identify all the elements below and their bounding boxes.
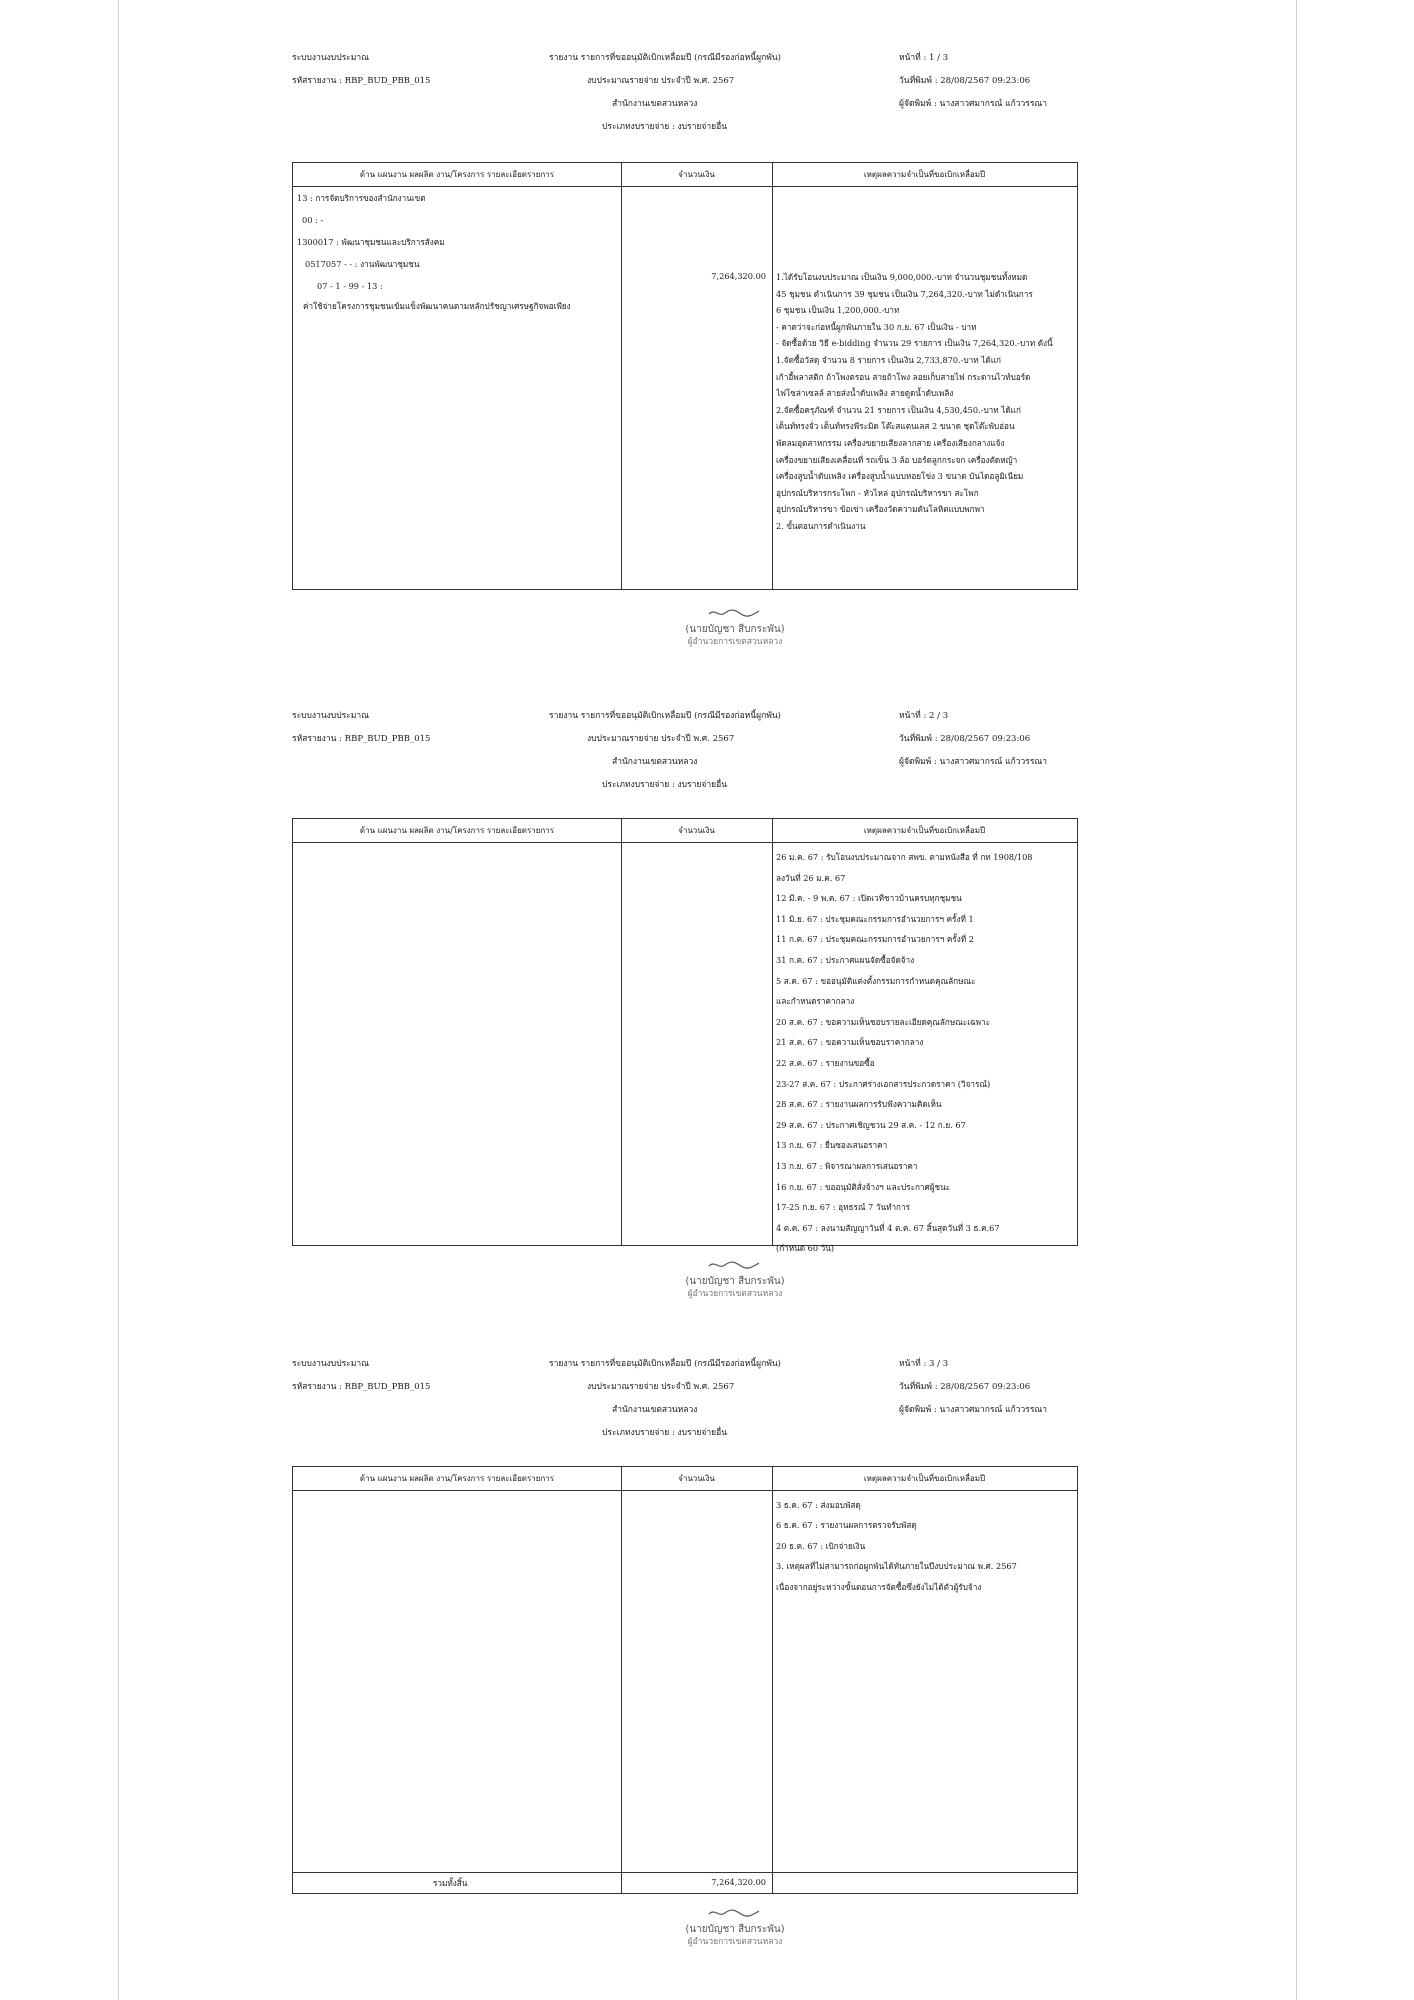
reason-line: 45 ชุมชน ดำเนินการ 39 ชุมชน เป็นเงิน 7,264,320.-บาท ไม่ดำเนินการ — [776, 288, 1033, 299]
column-header-amount: จำนวนเงิน — [678, 1474, 715, 1483]
signature-mark — [640, 606, 830, 623]
printer-name: ผู้จัดพิมพ์ : นางสาวศมากรณ์ แก้ววรรณา — [899, 99, 1048, 109]
expense-type: ประเภทงบรายจ่าย : งบรายจ่ายอื่น — [602, 780, 728, 790]
print-date: วันที่พิมพ์ : 28/08/2567 09:23:06 — [899, 1382, 1031, 1392]
item-line: 1300017 : พัฒนาชุมชนและบริการสังคม — [297, 237, 445, 247]
item-line: 07 - 1 - 99 - 13 : — [317, 281, 383, 291]
signature-mark — [640, 1906, 830, 1923]
amount-value: 7,264,320.00 — [711, 271, 766, 281]
reason-line: เครื่องขยายเสียงเคลื่อนที่ รถเข็น 3 ล้อ บอร์ดลูกกระจก เครื่องตัดหญ้า — [776, 454, 1018, 465]
report-code: รหัสรายงาน : RBP_BUD_PBB_015 — [292, 1382, 431, 1392]
report-title: รายงาน รายการที่ขออนุมัติเบิกเหลื่อมปี (กรณีมีรองก่อหนี้ผูกพัน) — [549, 711, 781, 721]
reason-line: - จัดซื้อด้วย วิธี e-bidding จำนวน 29 รายการ เป็นเงิน 7,264,320.-บาท ดังนี้ — [776, 338, 1053, 349]
page-edge-left — [118, 0, 119, 2000]
reason-line: ลงวันที่ 26 ม.ค. 67 — [776, 872, 846, 883]
system-name: ระบบงานงบประมาณ — [292, 1359, 369, 1369]
item-line: ค่าใช้จ่ายโครงการชุมชนเข้มแข็งพัฒนาคนตามหลักปรัชญาเศรษฐกิจพอเพียง — [303, 301, 571, 311]
reason-line: 21 ส.ค. 67 : ขอความเห็นชอบราคากลาง — [776, 1037, 924, 1048]
column-header-reason: เหตุผลความจำเป็นที่ขอเบิกเหลื่อมปี — [863, 170, 986, 179]
reason-line: 20 ธ.ค. 67 : เบิกจ่ายเงิน — [776, 1540, 866, 1551]
item-column — [297, 191, 597, 319]
reason-column — [776, 269, 1076, 535]
page-edge-right — [1296, 0, 1297, 2000]
office-name: สำนักงานเขตสวนหลวง — [612, 99, 698, 109]
total-label: รวมทั้งสิ้น — [433, 1878, 468, 1888]
reason-line: 6 ธ.ค. 67 : รายงานผลการตรวจรับพัสดุ — [776, 1520, 917, 1531]
budget-year: งบประมาณรายจ่าย ประจำปี พ.ศ. 2567 — [587, 734, 735, 744]
office-name: สำนักงานเขตสวนหลวง — [612, 1405, 698, 1415]
column-header-item: ด้าน แผนงาน ผลผลิต งาน/โครงการ รายละเอียดรายการ — [359, 1474, 555, 1483]
budget-year: งบประมาณรายจ่าย ประจำปี พ.ศ. 2567 — [587, 76, 735, 86]
column-header-amount: จำนวนเงิน — [678, 170, 715, 179]
reason-line: 12 มี.ค. - 9 พ.ค. 67 : เปิดเวทีชาวบ้านครบทุกชุมชน — [776, 893, 962, 904]
report-table — [292, 818, 1078, 1254]
signer-title: ผู้อำนวยการเขตสวนหลวง — [687, 1937, 783, 1947]
page-number: หน้าที่ : 1 / 3 — [899, 53, 949, 63]
signature-block — [640, 1258, 830, 1300]
printer-name: ผู้จัดพิมพ์ : นางสาวศมากรณ์ แก้ววรรณา — [899, 757, 1048, 767]
signature-mark — [640, 1258, 830, 1275]
reason-line: 13 ก.ย. 67 : พิจารณาผลการเสนอราคา — [776, 1160, 918, 1171]
expense-type: ประเภทงบรายจ่าย : งบรายจ่ายอื่น — [602, 1428, 728, 1438]
signer-name: (นายบัญชา สืบกระพัน) — [685, 624, 785, 635]
signer-title: ผู้อำนวยการเขตสวนหลวง — [687, 1289, 783, 1299]
page-number: หน้าที่ : 3 / 3 — [899, 1359, 949, 1369]
report-table — [292, 1466, 1078, 1894]
system-name: ระบบงานงบประมาณ — [292, 53, 369, 63]
signature-block — [640, 606, 830, 648]
item-line: 0517057 - - : งานพัฒนาชุมชน — [305, 259, 420, 269]
total-amount: 7,264,320.00 — [711, 1877, 766, 1887]
report-title: รายงาน รายการที่ขออนุมัติเบิกเหลื่อมปี (กรณีมีรองก่อหนี้ผูกพัน) — [549, 53, 781, 63]
report-code: รหัสรายงาน : RBP_BUD_PBB_015 — [292, 76, 431, 86]
reason-line: เนื่องจากอยู่ระหว่างขั้นตอนการจัดซื้อซึ่งยังไม่ได้ตัวผู้รับจ้าง — [776, 1581, 982, 1592]
reason-line: 2.จัดซื้อครุภัณฑ์ จำนวน 21 รายการ เป็นเงิน 4,530,450.-บาท ได้แก่ — [776, 404, 1021, 415]
reason-column — [776, 1495, 1076, 1597]
reason-line: ไฟโซล่าเซลล์ สายส่งน้ำดับเพลิง สายดูดน้ำดับเพลิง — [776, 388, 954, 399]
reason-line: 28 ส.ค. 67 : รายงานผลการรับฟังความคิดเห็น — [776, 1099, 942, 1110]
column-header-amount: จำนวนเงิน — [678, 826, 715, 835]
column-header-reason: เหตุผลความจำเป็นที่ขอเบิกเหลื่อมปี — [863, 1474, 986, 1483]
item-line: 13 : การจัดบริการของสำนักงานเขต — [297, 193, 426, 203]
reason-line: 26 ม.ค. 67 : รับโอนงบประมาณจาก สพข. ตามหนังสือ ที่ กท 1908/108 — [776, 852, 1033, 862]
reason-line: 1.ได้รับโอนงบประมาณ เป็นเงิน 9,000,000.-บาท จำนวนชุมชนทั้งหมด — [776, 272, 1028, 282]
print-date: วันที่พิมพ์ : 28/08/2567 09:23:06 — [899, 76, 1031, 86]
budget-year: งบประมาณรายจ่าย ประจำปี พ.ศ. 2567 — [587, 1382, 735, 1392]
reason-line: 22 ส.ค. 67 : รายงานขอซื้อ — [776, 1057, 875, 1068]
item-line: 00 : - — [302, 215, 324, 225]
reason-line: 16 ก.ย. 67 : ขออนุมัติสั่งจ้างฯ และประกาศผู้ชนะ — [776, 1181, 951, 1192]
reason-line: เครื่องสูบน้ำดับเพลิง เครื่องสูบน้ำแบบหอยโข่ง 3 ขนาด บันไดอลูมิเนียม — [776, 471, 1024, 482]
reason-line: - คาดว่าจะก่อหนี้ผูกพันภายใน 30 ก.ย. 67 เป็นเงิน - บาท — [776, 321, 977, 332]
signer-name: (นายบัญชา สืบกระพัน) — [685, 1924, 785, 1935]
reason-line: และกำหนดราคากลาง — [776, 996, 855, 1007]
print-date: วันที่พิมพ์ : 28/08/2567 09:23:06 — [899, 734, 1031, 744]
reason-line: อุปกรณ์บริหารขา ข้อเข่า เครื่องวัดความดันโลหิตแบบพกพา — [776, 504, 985, 515]
expense-type: ประเภทงบรายจ่าย : งบรายจ่ายอื่น — [602, 122, 728, 132]
office-name: สำนักงานเขตสวนหลวง — [612, 757, 698, 767]
reason-line: (กำหนด 60 วัน) — [776, 1243, 835, 1254]
printer-name: ผู้จัดพิมพ์ : นางสาวศมากรณ์ แก้ววรรณา — [899, 1405, 1048, 1415]
reason-line: 29 ส.ค. 67 : ประกาศเชิญชวน 29 ส.ค. - 12 ก.ย. 67 — [776, 1119, 966, 1130]
reason-line: 17-25 ก.ย. 67 : อุทธรณ์ 7 วันทำการ — [776, 1202, 911, 1213]
reason-line: 20 ส.ค. 67 : ขอความเห็นชอบรายละเอียดคุณลักษณะเฉพาะ — [776, 1016, 990, 1027]
report-title: รายงาน รายการที่ขออนุมัติเบิกเหลื่อมปี (กรณีมีรองก่อหนี้ผูกพัน) — [549, 1359, 781, 1369]
reason-line: 13 ก.ย. 67 : ยื่นซองเสนอราคา — [776, 1140, 888, 1151]
reason-line: 3 ธ.ค. 67 : ส่งมอบพัสดุ — [776, 1500, 861, 1510]
report-table — [292, 162, 1078, 590]
reason-line: เต็นท์ทรงจั่ว เต็นท์ทรงพีระมิด โต๊ะสแตนเลส 2 ขนาด ชุดโต๊ะพับอ่อน — [776, 421, 1015, 432]
reason-line: 6 ชุมชน เป็นเงิน 1,200,000.-บาท — [776, 305, 900, 316]
reason-column — [776, 847, 1076, 1259]
page-number: หน้าที่ : 2 / 3 — [899, 711, 949, 721]
column-header-reason: เหตุผลความจำเป็นที่ขอเบิกเหลื่อมปี — [863, 826, 986, 835]
column-header-item: ด้าน แผนงาน ผลผลิต งาน/โครงการ รายละเอียดรายการ — [359, 826, 555, 835]
reason-line: 23-27 ส.ค. 67 : ประกาศร่างเอกสารประกวดราคา (วิจารณ์) — [776, 1078, 991, 1089]
reason-line: 11 มิ.ย. 67 : ประชุมคณะกรรมการอำนวยการฯ ครั้งที่ 1 — [776, 913, 974, 924]
column-header-item: ด้าน แผนงาน ผลผลิต งาน/โครงการ รายละเอียดรายการ — [359, 170, 555, 179]
reason-line: 5 ส.ค. 67 : ขออนุมัติแต่งตั้งกรรมการกำหนดคุณลักษณะ — [776, 975, 976, 986]
reason-line: พัดลมอุตสาหกรรม เครื่องขยายเสียงลากสาย เครื่องเสียงกลางแจ้ง — [776, 437, 1005, 448]
reason-line: 2. ขั้นตอนการดำเนินงาน — [776, 520, 866, 531]
reason-line: 1.จัดซื้อวัสดุ จำนวน 8 รายการ เป็นเงิน 2,733,870.-บาท ได้แก่ — [776, 354, 1001, 365]
signature-block — [640, 1906, 830, 1948]
reason-line: 3. เหตุผลที่ไม่สามารถก่อผูกพันได้ทันภายในปีงบประมาณ พ.ศ. 2567 — [776, 1561, 1017, 1572]
reason-line: 31 ก.ค. 67 : ประกาศแผนจัดซื้อจัดจ้าง — [776, 954, 915, 965]
signer-name: (นายบัญชา สืบกระพัน) — [685, 1276, 785, 1287]
reason-line: 4 ต.ค. 67 : ลงนามสัญญาวันที่ 4 ต.ค. 67 สิ้นสุดวันที่ 3 ธ.ค.67 — [776, 1222, 1000, 1233]
signer-title: ผู้อำนวยการเขตสวนหลวง — [687, 637, 783, 647]
report-code: รหัสรายงาน : RBP_BUD_PBB_015 — [292, 734, 431, 744]
reason-line: อุปกรณ์บริหารกระโพก - หัวไหล่ อุปกรณ์บริหารขา สะโพก — [776, 487, 979, 498]
system-name: ระบบงานงบประมาณ — [292, 711, 369, 721]
reason-line: 11 ก.ค. 67 : ประชุมคณะกรรมการอำนวยการฯ ครั้งที่ 2 — [776, 934, 974, 945]
reason-line: เก้าอี้พลาสติก ถ้าโพงตรอน สายถ้าโพง ลอยเก็บสายไฟ กระดานไวท์บอร์ด — [776, 371, 1031, 382]
